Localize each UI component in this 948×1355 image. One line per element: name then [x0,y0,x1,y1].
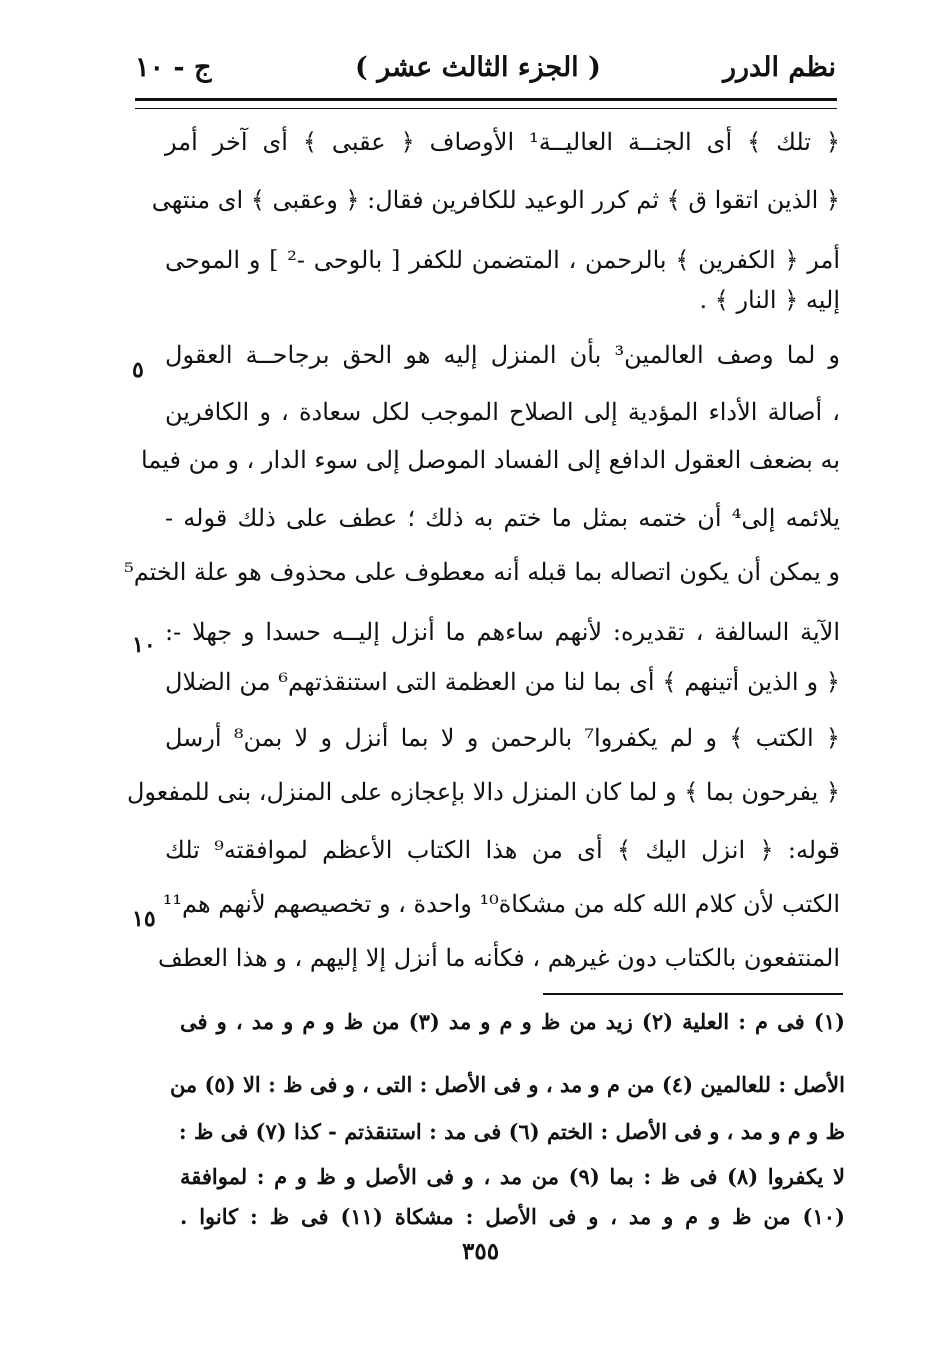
footnote-line: (١) فى م : العلية (٢) زيد من ظ و م و مد (٣) من ظ و م و مد ، و فى [180,1009,845,1034]
part-title: ( الجزء الثالث عشر ) [355,52,601,83]
text-line: ﴿ الكتب ﴾ و لم يكفروا⁷ بالرحمن و لا بما أنزل و لا بمن⁸ أرسل [165,724,840,752]
text-line: أمر ﴿ الكفرين ﴾ بالرحمن ، المتضمن للكفر [ بالوحى -² ] و الموحى [165,246,841,274]
text-line: المنتفعون بالكتاب دون غيرهم ، فكأنه ما أنزل إلا إليهم ، و هذا العطف [157,944,840,972]
text-line: و يمكن أن يكون اتصاله بما قبله أنه معطوف على محذوف هو علة الختم⁵ [124,558,840,586]
text-line: يلائمه إلى⁴ أن ختمه بمثل ما ختم به ذلك ؛ عطف على ذلك قوله - [165,504,840,532]
text-line: إليه ﴿ النار ﴾ . [699,286,840,314]
footnote-line: الأصل : للعالمين (٤) من م و مد ، و فى الأصل : التى ، و فى ظ : الا (٥) من [169,1072,845,1097]
line-number: ٥ [132,357,144,383]
text-line: قوله: ﴿ انزل اليك ﴾ أى من هذا الكتاب الأعظم لموافقته⁹ تلك [165,836,840,864]
text-line: ، أصالة الأداء المؤدية إلى الصلاح الموجب لكل سعادة ، و الكافرين [165,398,840,426]
header-rule-thin [135,108,837,109]
footnote-line: ظ و م و مد ، و فى الأصل : الختم (٦) فى مد : استنقذتم - كذا (٧) فى ظ : [178,1119,845,1144]
text-line: ﴿ تلك ﴾ أى الجنــة العاليــة¹ الأوصاف ﴿ عقبى ﴾ أى آخر أمر [165,128,840,156]
book-title: نظم الدرر [722,52,836,83]
text-line: الكتب لأن كلام الله كله من مشكاة¹⁰ واحدة ، و تخصيصهم لأنهم هم¹¹ [162,890,840,918]
page-number: ٣٥٥ [462,1238,500,1265]
text-line: و لما وصف العالمين³ بأن المنزل إليه هو الحق برجاحــة العقول [165,341,840,369]
line-number: ١٠ [132,632,156,658]
text-line: ﴿ و الذين أتينهم ﴾ أى بما لنا من العظمة التى استنقذتهم⁶ من الضلال [165,668,840,696]
footnote-line: لا يكفروا (٨) فى ظ : بما (٩) من مد ، و فى الأصل و ظ و م : لموافقة [180,1164,845,1189]
text-line: ﴿ الذين اتقوا ق ﴾ ثم كرر الوعيد للكافرين فقال: ﴿ وعقبى ﴾ اى منتهى [151,186,840,214]
footnote-line: (١٠) من ظ و م و مد ، و فى الأصل : مشكاة (١١) فى ظ : كانوا . [180,1204,845,1229]
footnote-separator [543,993,843,995]
header-rule-thick [135,98,837,101]
text-line: ﴿ يفرحون بما ﴾ و لما كان المنزل دالا بإعجازه على المنزل، بنى للمفعول [126,778,840,806]
chapter-label: ج - ١٠ [135,52,212,83]
text-line: به بضعف العقول الدافع إلى الفساد الموصل إلى سوء الدار ، و من فيما [141,446,840,474]
text-line: الآية السالفة ، تقديره: لأنهم ساءهم ما أنزل إليــه حسدا و جهلا -: [165,618,840,646]
line-number: ١٥ [132,906,156,932]
